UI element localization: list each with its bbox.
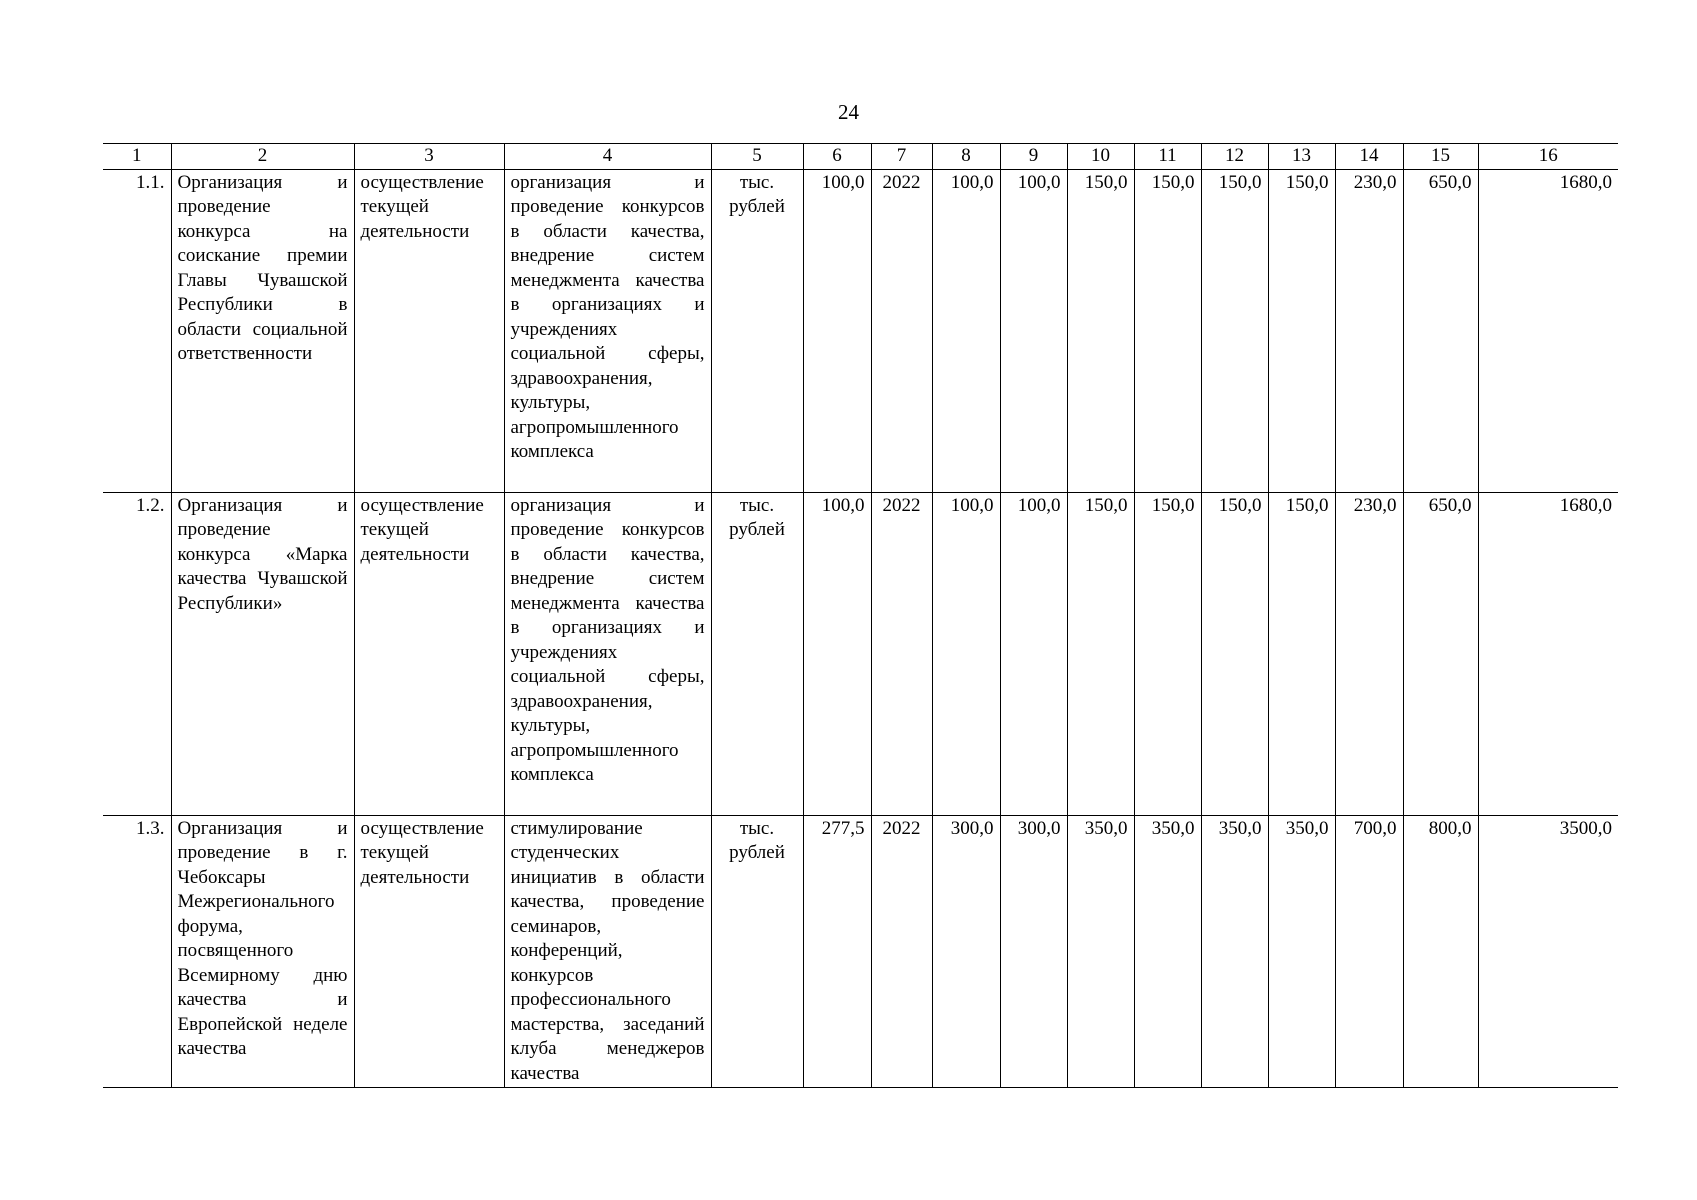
value-col-9: 300,0 (1000, 815, 1067, 1087)
value-col-11: 350,0 (1134, 815, 1201, 1087)
table-row (103, 492, 1618, 815)
value-col-10: 150,0 (1067, 169, 1134, 492)
row-number: 1.1. (103, 169, 171, 492)
column-header: 12 (1201, 144, 1268, 170)
year: 2022 (871, 169, 932, 492)
value-col-8: 100,0 (932, 169, 1000, 492)
column-header: 15 (1403, 144, 1478, 170)
column-header: 9 (1000, 144, 1067, 170)
value-col-13: 150,0 (1268, 169, 1335, 492)
column-header: 13 (1268, 144, 1335, 170)
table-row (103, 815, 1618, 1087)
year: 2022 (871, 492, 932, 815)
year: 2022 (871, 815, 932, 1087)
value-col-12: 150,0 (1201, 169, 1268, 492)
column-header: 6 (803, 144, 871, 170)
unit: тыс. рублей (711, 169, 803, 492)
expected-result: стимулирование студенческих инициатив в области качества, проведение семинаров, конференций, конкурсов профессионального мастерства, заседаний клуба менеджеров качества (504, 815, 711, 1087)
table-row (103, 169, 1618, 492)
funding-source: осуществление текущей деятельности (354, 815, 504, 1087)
value-col-12: 350,0 (1201, 815, 1268, 1087)
value-col-14: 700,0 (1335, 815, 1403, 1087)
row-number: 1.2. (103, 492, 171, 815)
total-value: 3500,0 (1478, 815, 1618, 1087)
column-header: 8 (932, 144, 1000, 170)
value-col-11: 150,0 (1134, 492, 1201, 815)
funding-source: осуществление текущей деятельности (354, 169, 504, 492)
base-value: 100,0 (803, 169, 871, 492)
value-col-8: 300,0 (932, 815, 1000, 1087)
activity-name: Организация и проведение конкурса «Марка качества Чувашской Республики» (171, 492, 354, 815)
value-col-9: 100,0 (1000, 169, 1067, 492)
column-header: 2 (171, 144, 354, 170)
base-value: 100,0 (803, 492, 871, 815)
page-number: 24 (838, 100, 859, 124)
value-col-12: 150,0 (1201, 492, 1268, 815)
column-header: 11 (1134, 144, 1201, 170)
value-col-9: 100,0 (1000, 492, 1067, 815)
value-col-15: 800,0 (1403, 815, 1478, 1087)
value-col-13: 350,0 (1268, 815, 1335, 1087)
value-col-10: 150,0 (1067, 492, 1134, 815)
expected-result: организация и проведение конкурсов в области качества, внедрение систем менеджмента качества в организациях и учреждениях социальной сферы, здравоохранения, культуры, агропромышленного комплекса (504, 169, 711, 492)
value-col-8: 100,0 (932, 492, 1000, 815)
column-header: 3 (354, 144, 504, 170)
expected-result: организация и проведение конкурсов в области качества, внедрение систем менеджмента качества в организациях и учреждениях социальной сферы, здравоохранения, культуры, агропромышленного комплекса (504, 492, 711, 815)
column-header: 4 (504, 144, 711, 170)
program-activities-table (103, 143, 1618, 1088)
activity-name: Организация и проведение конкурса на соискание премии Главы Чувашской Республики в области социальной ответственности (171, 169, 354, 492)
value-col-15: 650,0 (1403, 492, 1478, 815)
column-header: 14 (1335, 144, 1403, 170)
column-header: 1 (103, 144, 171, 170)
total-value: 1680,0 (1478, 169, 1618, 492)
value-col-15: 650,0 (1403, 169, 1478, 492)
funding-source: осуществление текущей деятельности (354, 492, 504, 815)
value-col-14: 230,0 (1335, 492, 1403, 815)
value-col-13: 150,0 (1268, 492, 1335, 815)
row-number: 1.3. (103, 815, 171, 1087)
unit: тыс. рублей (711, 815, 803, 1087)
column-header: 7 (871, 144, 932, 170)
column-header: 10 (1067, 144, 1134, 170)
unit: тыс. рублей (711, 492, 803, 815)
total-value: 1680,0 (1478, 492, 1618, 815)
column-header: 5 (711, 144, 803, 170)
table-header-row (103, 144, 1618, 170)
base-value: 277,5 (803, 815, 871, 1087)
activity-name: Организация и проведение в г. Чебоксары Межрегионального форума, посвященного Всемирному дню качества и Европейской неделе качества (171, 815, 354, 1087)
value-col-10: 350,0 (1067, 815, 1134, 1087)
value-col-14: 230,0 (1335, 169, 1403, 492)
value-col-11: 150,0 (1134, 169, 1201, 492)
column-header: 16 (1478, 144, 1618, 170)
